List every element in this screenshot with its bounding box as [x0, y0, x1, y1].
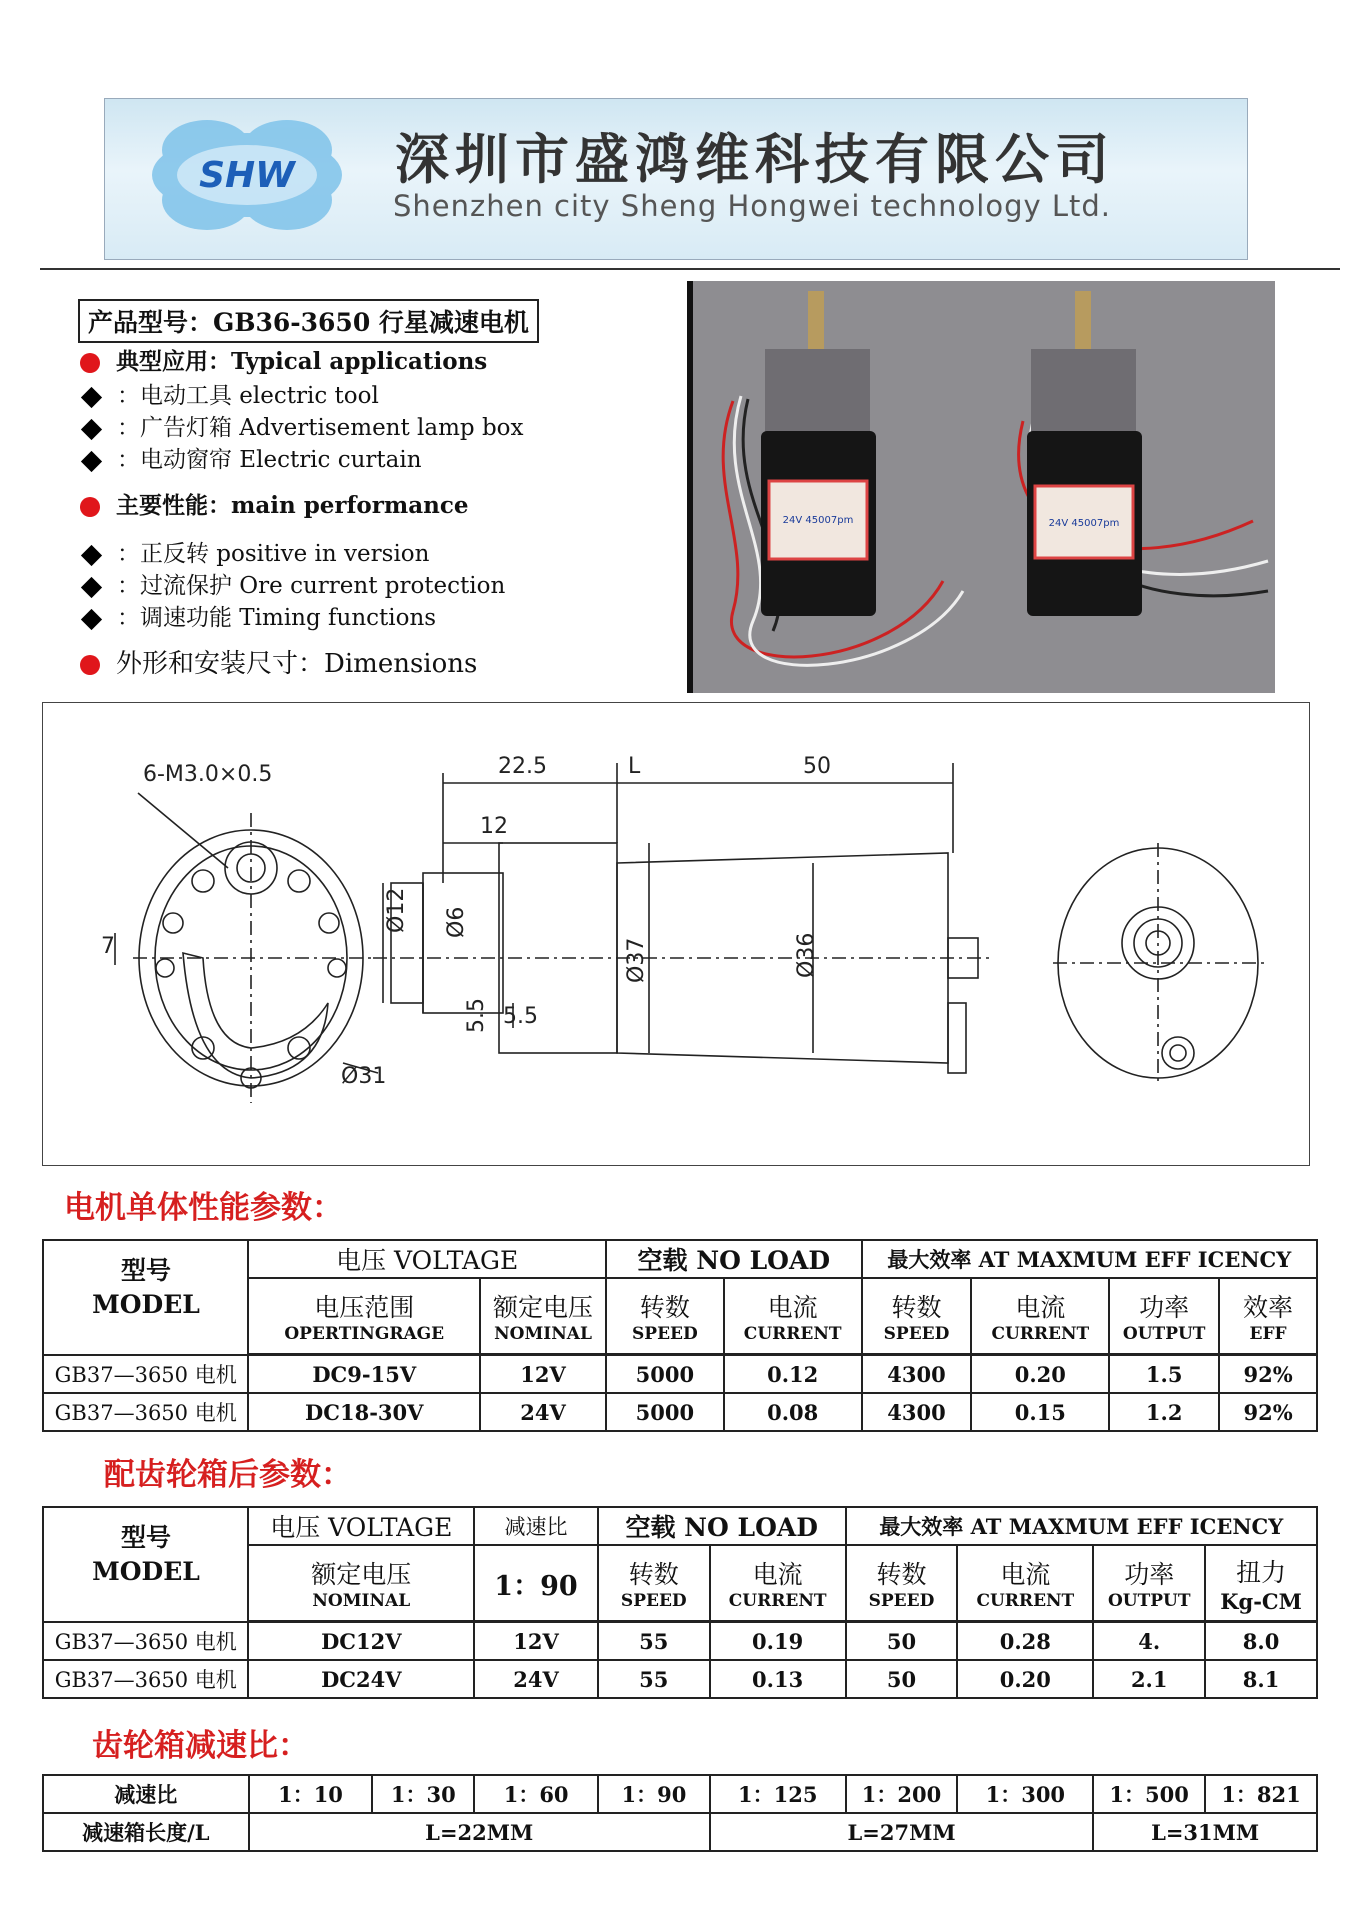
motor-spec-table	[42, 1239, 1318, 1432]
table-cell: DC12V	[248, 1622, 474, 1660]
company-name-en: Shenzhen city Sheng Hongwei technology Ltd.	[393, 189, 1112, 223]
col-header: 电压范围 OPERTINGRAGE	[248, 1278, 480, 1354]
header-divider	[40, 268, 1340, 270]
table-cell: 5000	[606, 1393, 724, 1431]
table-cell: 1：821	[1205, 1775, 1317, 1813]
gear-table-title: 配齿轮箱后参数：	[104, 1457, 352, 1493]
diamond-bullet-icon	[81, 544, 102, 565]
applications-heading: 典型应用：Typical applications	[80, 343, 487, 376]
company-banner	[104, 98, 1248, 260]
table-cell: 55	[598, 1622, 710, 1660]
flange-front-view	[115, 793, 378, 1103]
gear-ratio-table	[42, 1774, 1318, 1852]
performance-heading: 主要性能：main performance	[80, 487, 469, 520]
dimension-drawing	[42, 702, 1310, 1166]
diamond-bullet-icon	[81, 450, 102, 471]
motor-label-text: 24V 45007pm	[1048, 518, 1120, 529]
logo-text: SHW	[199, 155, 295, 196]
table-cell: 24V	[474, 1660, 598, 1698]
table-cell: 1.2	[1109, 1393, 1219, 1431]
table-cell: 92%	[1219, 1393, 1317, 1431]
table-cell: 5000	[606, 1355, 724, 1393]
voltage-header: 电压 VOLTAGE	[248, 1240, 606, 1278]
table-cell: L=22MM	[249, 1813, 710, 1851]
table-cell: 1：90	[598, 1775, 710, 1813]
table-cell: 12V	[474, 1622, 598, 1660]
table-cell: 4300	[862, 1355, 972, 1393]
dim-label: 22.5	[498, 754, 547, 779]
table-cell: 1：300	[957, 1775, 1093, 1813]
ratio-value: 1：90	[474, 1545, 598, 1621]
diamond-bullet-icon	[81, 386, 102, 407]
company-logo	[147, 115, 347, 233]
application-item: ：电动窗帘 Electric curtain	[80, 441, 422, 474]
table-cell: 4.	[1093, 1622, 1205, 1660]
table-cell: 0.20	[971, 1355, 1109, 1393]
dim-label: Ø36	[794, 932, 819, 978]
dim-label: Ø37	[624, 937, 649, 983]
performance-item: ：过流保护 Ore current protection	[80, 567, 505, 600]
col-header: 效率 EFF	[1219, 1278, 1317, 1354]
dim-label: 6-M3.0×0.5	[143, 762, 273, 787]
dim-label: 12	[480, 814, 508, 839]
dimensions-heading: 外形和安装尺寸：Dimensions	[80, 643, 477, 680]
table-cell: 4300	[862, 1393, 972, 1431]
application-item: ：广告灯箱 Advertisement lamp box	[80, 409, 524, 442]
col-header: 转数 SPEED	[606, 1278, 724, 1354]
col-header: 转数 SPEED	[846, 1545, 958, 1621]
maxeff-header: 最大效率 AT MAXMUM EFF ICENCY	[846, 1507, 1317, 1545]
table-cell: L=27MM	[710, 1813, 1093, 1851]
table-cell: 0.12	[724, 1355, 862, 1393]
table-cell: 0.28	[957, 1622, 1093, 1660]
noload-header: 空载 NO LOAD	[606, 1240, 862, 1278]
col-header: 额定电压 NOMINAL	[248, 1545, 474, 1621]
table-cell: 1：125	[710, 1775, 846, 1813]
table-cell: GB37—3650 电机	[43, 1393, 248, 1431]
red-bullet-icon	[80, 353, 100, 373]
dim-label: 5.5	[464, 998, 489, 1033]
table-cell: 0.19	[710, 1622, 846, 1660]
model-label: 型号 MODEL	[92, 1256, 200, 1319]
table-cell: 92%	[1219, 1355, 1317, 1393]
table-row	[43, 1813, 1317, 1851]
table-cell: 2.1	[1093, 1660, 1205, 1698]
product-photo	[687, 281, 1275, 693]
col-header: 转数 SPEED	[598, 1545, 710, 1621]
col-header: 功率 OUTPUT	[1109, 1278, 1219, 1354]
table-cell: 8.1	[1205, 1660, 1317, 1698]
diamond-bullet-icon	[81, 608, 102, 629]
dim-label: L	[628, 754, 641, 779]
motor-label-text: 24V 45007pm	[782, 515, 854, 526]
table-cell: 0.08	[724, 1393, 862, 1431]
voltage-header: 电压 VOLTAGE	[248, 1507, 474, 1545]
table-cell: 1：10	[249, 1775, 373, 1813]
table-row	[43, 1775, 1317, 1813]
table-row	[43, 1393, 1317, 1431]
col-header: 电流 CURRENT	[971, 1278, 1109, 1354]
motor-table-title: 电机单体性能参数：	[64, 1190, 343, 1226]
col-header: 电流 CURRENT	[724, 1278, 862, 1354]
motor-rear-view	[1053, 843, 1268, 1083]
table-cell: 12V	[480, 1355, 606, 1393]
table-row	[43, 1660, 1317, 1698]
table-cell: 1：200	[846, 1775, 958, 1813]
table-cell: GB37—3650 电机	[43, 1622, 248, 1660]
table-cell: L=31MM	[1093, 1813, 1317, 1851]
ratio-table-title: 齿轮箱减速比：	[92, 1728, 309, 1764]
dim-label: 50	[803, 754, 831, 779]
col-header: 转数 SPEED	[862, 1278, 972, 1354]
table-cell: 0.15	[971, 1393, 1109, 1431]
table-cell: 24V	[480, 1393, 606, 1431]
dim-label: Ø6	[444, 906, 469, 938]
table-cell: 减速箱长度/L	[43, 1813, 249, 1851]
diamond-bullet-icon	[81, 576, 102, 597]
table-cell: 0.13	[710, 1660, 846, 1698]
table-cell: 0.20	[957, 1660, 1093, 1698]
table-cell: 1：30	[372, 1775, 474, 1813]
table-cell: DC18-30V	[248, 1393, 480, 1431]
motor-photo-illustration	[693, 281, 1275, 693]
table-cell: DC9-15V	[248, 1355, 480, 1393]
col-header: 电流 CURRENT	[957, 1545, 1093, 1621]
dim-label: 7	[101, 934, 115, 959]
table-cell: 50	[846, 1622, 958, 1660]
dim-label: 5.5	[503, 1004, 538, 1029]
gearbox-spec-table	[42, 1506, 1318, 1699]
col-header: 额定电压 NOMINAL	[480, 1278, 606, 1354]
diamond-bullet-icon	[81, 418, 102, 439]
performance-item: ：调速功能 Timing functions	[80, 599, 436, 632]
table-cell: GB37—3650 电机	[43, 1355, 248, 1393]
table-cell: 55	[598, 1660, 710, 1698]
table-cell: GB37—3650 电机	[43, 1660, 248, 1698]
ratio-header: 减速比	[474, 1507, 598, 1545]
company-name-cn: 深圳市盛鸿维科技有限公司	[395, 127, 1115, 191]
col-header: 电流 CURRENT	[710, 1545, 846, 1621]
noload-header: 空载 NO LOAD	[598, 1507, 846, 1545]
red-bullet-icon	[80, 655, 100, 675]
product-info	[60, 285, 680, 695]
col-header: 扭力 Kg-CM	[1205, 1545, 1317, 1621]
dim-label: Ø31	[341, 1064, 387, 1089]
performance-item: ：正反转 positive in version	[80, 535, 429, 568]
red-bullet-icon	[80, 497, 100, 517]
table-row	[43, 1355, 1317, 1393]
table-cell: 50	[846, 1660, 958, 1698]
table-cell: DC24V	[248, 1660, 474, 1698]
dim-label: Ø12	[384, 887, 409, 933]
table-cell: 8.0	[1205, 1622, 1317, 1660]
table-cell: 1.5	[1109, 1355, 1219, 1393]
table-cell: 1：60	[474, 1775, 598, 1813]
maxeff-header: 最大效率 AT MAXMUM EFF ICENCY	[862, 1240, 1317, 1278]
table-row	[43, 1622, 1317, 1660]
model-label: 型号 MODEL	[92, 1523, 200, 1586]
table-cell: 1：500	[1093, 1775, 1205, 1813]
application-item: ：电动工具 electric tool	[80, 377, 379, 410]
table-cell: 减速比	[43, 1775, 249, 1813]
col-header: 功率 OUTPUT	[1093, 1545, 1205, 1621]
product-model: 产品型号：GB36-3650 行星减速电机	[78, 299, 539, 343]
